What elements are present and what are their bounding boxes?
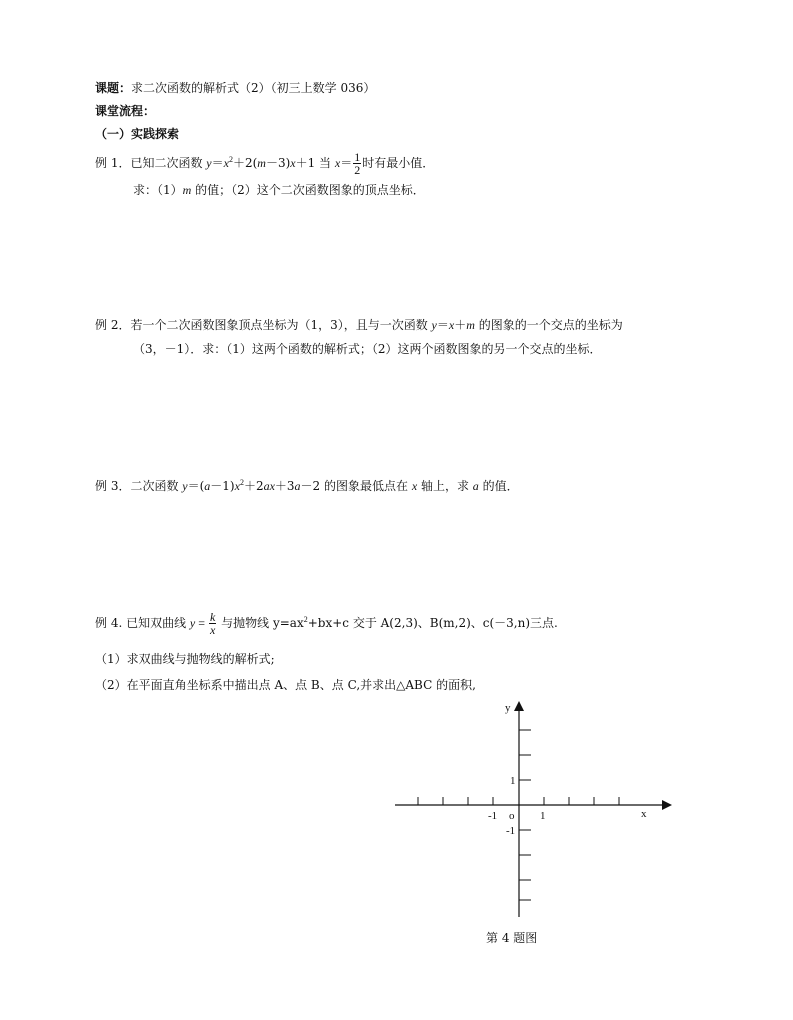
example-2-line-2: （3，－1）．求：（1）这两个函数的解析式；（2）这两个函数图象的另一个交点的坐标．	[133, 342, 602, 356]
class-process-label: 课堂流程：	[95, 104, 156, 118]
example-1-question: 求：（1）m 的值；（2）这个二次函数图象的顶点坐标．	[133, 183, 425, 197]
origin-label: o	[509, 810, 515, 822]
figure-caption: 第 4 题图	[486, 931, 538, 945]
x-axis-arrow	[662, 800, 672, 810]
x-tick-label-1: 1	[540, 810, 546, 822]
y-axis-ticks	[519, 730, 531, 900]
coordinate-grid-figure	[390, 695, 680, 955]
example-2-line-1: 例 2．若一个二次函数图象顶点坐标为（1，3），且与一次函数 y＝x＋m 的图象的一个交点的坐标为	[95, 318, 623, 332]
y-axis-label: y	[505, 702, 511, 714]
example-4-statement: 例 4. 已知双曲线 y = $\frac{k}{x}$ 与抛物线 $y=ax^2+bx+c$ 交于 A(2,3)、B(m,2)、c(－3,n)三点.	[95, 610, 558, 637]
y-axis-arrow	[514, 701, 524, 711]
example-1-statement: 例 1．已知二次函数 $y=x^2+2(m-3)x+1$ 当 x＝ $\frac{1}{2}$ 时有最小值．	[95, 150, 435, 177]
title-label: 课题：	[95, 81, 132, 95]
example-4-question-1: （1）求双曲线与抛物线的解析式;	[95, 652, 275, 666]
x-tick-label-neg-1: -1	[488, 810, 498, 822]
example-4-question-2: （2）在平面直角坐标系中描出点 A、点 B、点 C,并求出△ABC 的面积,	[95, 678, 476, 692]
y-tick-label-1: 1	[510, 775, 516, 787]
title-text: 求二次函数的解析式（2）（初三上数学 036）	[131, 81, 376, 95]
lesson-title	[95, 80, 375, 96]
fraction-k-over-x: $\frac{k}{x}$	[210, 610, 216, 637]
y-tick-label-neg-1: -1	[506, 825, 516, 837]
section-heading: （一）实践探索	[95, 127, 180, 141]
x-axis-label: x	[641, 808, 647, 820]
fraction-one-half: $\frac{1}{2}$	[354, 150, 361, 177]
example-3-statement: 例 3．二次函数 $y=(a-1)x^2+2ax+3a-2$ 的图象最低点在 x 轴上，求 a 的值．	[95, 478, 519, 493]
